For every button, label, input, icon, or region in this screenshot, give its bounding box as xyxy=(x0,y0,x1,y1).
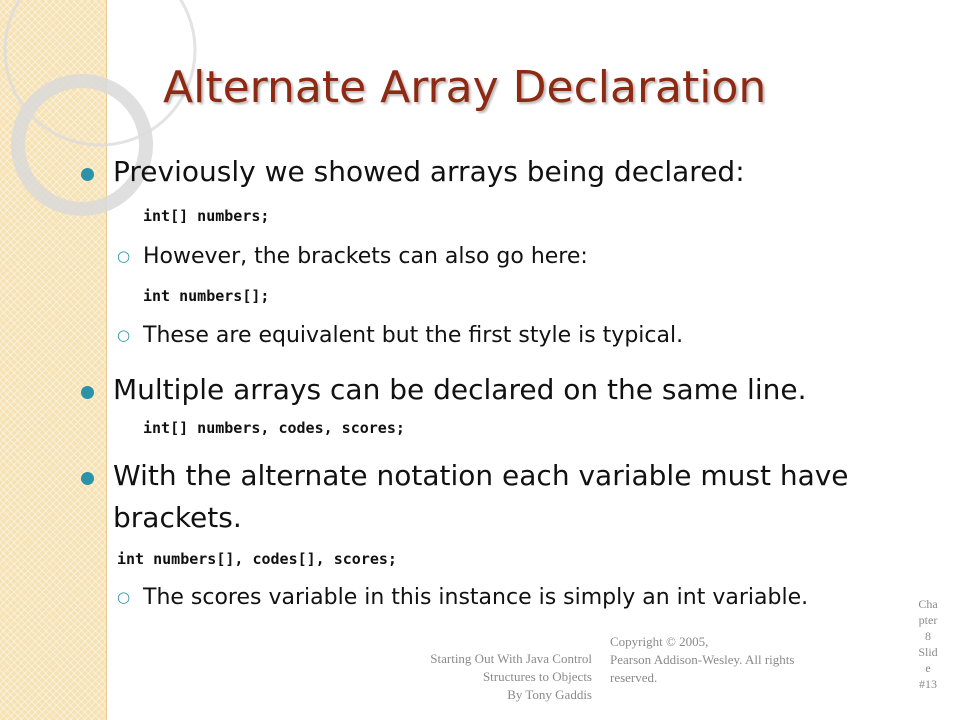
footer-slide-number-part: Slid xyxy=(918,645,938,659)
footer-book-info xyxy=(380,650,592,704)
footer-slide-number-part: 8 xyxy=(925,629,931,643)
bullet-dot-icon xyxy=(81,472,94,485)
code-int-array: int[] numbers; xyxy=(143,207,270,225)
bullet-ring-icon: ○ xyxy=(117,588,131,606)
subbullet-text: These are equivalent but the first style is typical. xyxy=(143,323,684,348)
footer-book-line: Starting Out With Java Control xyxy=(430,651,592,666)
subbullet-text: However, the brackets can also go here: xyxy=(143,244,588,269)
bullet-dot-icon xyxy=(81,386,94,399)
subbullet-scores-int xyxy=(117,585,809,610)
footer-slide-number-part: #13 xyxy=(919,677,937,691)
footer-copyright-line: reserved. xyxy=(610,670,658,685)
subbullet-text: The scores variable in this instance is simply an int variable. xyxy=(143,585,809,610)
bullet-previously-declared xyxy=(113,155,745,188)
bullet-ring-icon: ○ xyxy=(117,247,131,265)
slide-title: Alternate Array Declaration xyxy=(163,62,767,113)
bullet-alternate-notation xyxy=(113,459,849,492)
code-multi-array: int[] numbers, codes, scores; xyxy=(143,419,405,437)
bullet-alternate-notation-cont xyxy=(113,501,242,534)
bullet-text: brackets. xyxy=(113,501,242,534)
bullet-text: Previously we showed arrays being declared: xyxy=(113,155,745,188)
bullet-multiple-arrays xyxy=(113,373,806,406)
code-alt-array: int numbers[]; xyxy=(143,287,270,305)
code-multi-alt: int numbers[], codes[], scores; xyxy=(117,550,397,568)
footer-slide-number-part: Cha xyxy=(918,597,938,611)
bullet-dot-icon xyxy=(81,168,94,181)
bullet-text: Multiple arrays can be declared on the same line. xyxy=(113,373,807,406)
footer-slide-number xyxy=(908,596,948,692)
footer-copyright xyxy=(610,633,860,687)
bullet-ring-icon: ○ xyxy=(117,326,131,344)
footer-book-line: Structures to Objects xyxy=(482,669,592,684)
subbullet-brackets-here xyxy=(117,244,588,269)
footer-copyright-line: Pearson Addison-Wesley. All rights xyxy=(610,652,795,667)
footer-copyright-line: Copyright © 2005, xyxy=(610,634,709,649)
footer-slide-number-part: pter xyxy=(918,613,938,627)
footer-slide-number-part: e xyxy=(925,661,931,675)
bullet-text: With the alternate notation each variable must have xyxy=(113,459,849,492)
subbullet-equivalent xyxy=(117,323,684,348)
footer-book-line: By Tony Gaddis xyxy=(507,687,592,702)
